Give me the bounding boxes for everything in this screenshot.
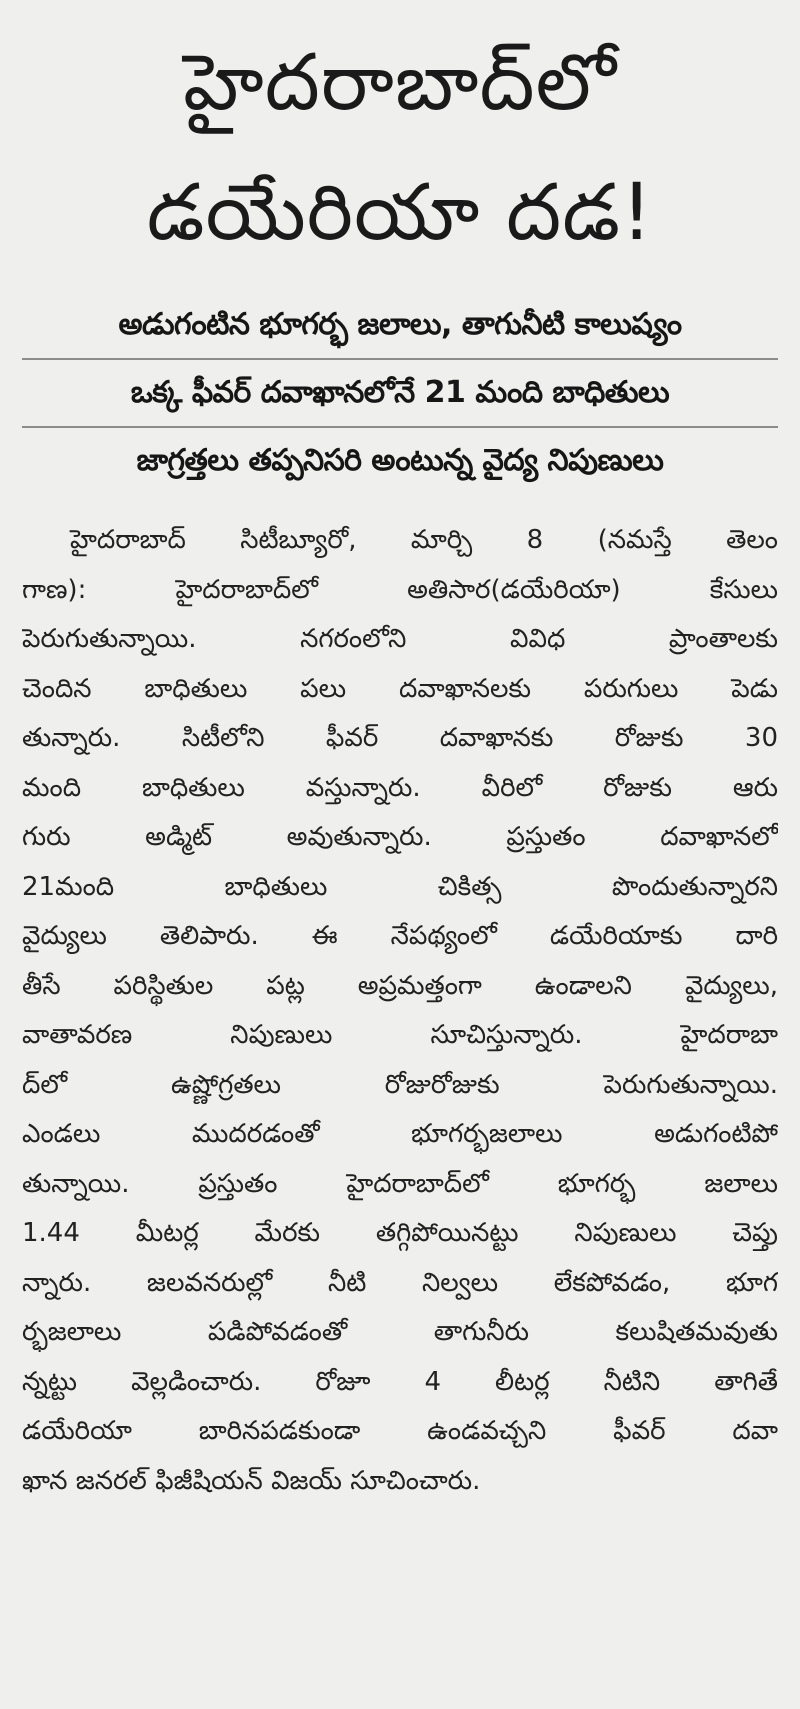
- body-line: న్నారు. జలవనరుల్లో నీటి నిల్వలు లేకపోవడం, భూగ: [22, 1267, 778, 1298]
- body-line: వాతావరణ నిపుణులు సూచిస్తున్నారు. హైదరాబా: [22, 1020, 778, 1050]
- body-line: ర్భజలాలు పడిపోవడంతో తాగునీరు కలుషితమవుతు: [22, 1317, 778, 1347]
- body-line: హైదరాబాద్‌ సిటీబ్యూరో, మార్చి 8 (నమస్తే తెలం: [70, 525, 778, 555]
- body-line: తీసే పరిస్థితుల పట్ల అప్రమత్తంగా ఉండాలని వైద్యులు,: [22, 970, 778, 1001]
- body-line: ఎండలు ముదరడంతో భూగర్భజలాలు అడుగంటిపో: [22, 1119, 778, 1149]
- body-line: ఖాన జనరల్‌ ఫిజీషియన్‌ విజయ్‌ సూచించారు.: [22, 1465, 481, 1496]
- subheading-2: ఒక్క ఫీవర్‌ దవాఖానలోనే 21 మంది బాధితులు: [130, 375, 670, 410]
- article-body: [22, 516, 778, 1506]
- headline-line-1: హైదరాబాద్‌లో: [183, 38, 617, 128]
- headline: [22, 18, 778, 278]
- body-line: ద్‌లో ఉష్ణోగ్రతలు రోజురోజుకు పెరుగుతున్నాయి.: [22, 1069, 778, 1100]
- body-line: 21మంది బాధితులు చికిత్స పొందుతున్నారని: [22, 871, 778, 902]
- body-line: చెందిన బాధితులు పలు దవాఖానలకు పరుగులు పెడు: [22, 673, 778, 704]
- subheading-3: జాగ్రత్తలు తప్పనిసరి అంటున్న వైద్య నిపుణులు: [136, 443, 664, 478]
- body-line: గురు అడ్మిట్‌ అవుతున్నారు. ప్రస్తుతం దవాఖానలో: [22, 822, 778, 852]
- body-line: మంది బాధితులు వస్తున్నారు. వీరిలో రోజుకు ఆరు: [22, 772, 778, 803]
- body-line: డయేరియా బారినపడకుండా ఉండవచ్చని ఫీవర్‌ దవా: [22, 1416, 778, 1446]
- body-line: న్నట్టు వెల్లడించారు. రోజూ 4 లీటర్ల నీటిని తాగితే: [22, 1366, 778, 1397]
- body-line: 1.44 మీటర్ల మేరకు తగ్గిపోయినట్టు నిపుణులు చెప్తు: [22, 1218, 778, 1248]
- body-line: గాణ): హైదరాబాద్‌లో అతిసార(డయేరియా) కేసులు: [22, 574, 778, 605]
- subheadings: [22, 292, 778, 494]
- body-line: తున్నాయి. ప్రస్తుతం హైదరాబాద్‌లో భూగర్భ జలాలు: [22, 1168, 778, 1199]
- body-line: వైద్యులు తెలిపారు. ఈ నేపథ్యంలో డయేరియాకు దారి: [22, 921, 778, 951]
- body-line: తున్నారు. సిటీలోని ఫీవర్‌ దవాఖానకు రోజుకు 30: [22, 723, 778, 753]
- headline-line-2: డయేరియా దడ!: [146, 168, 654, 258]
- subheading-1: అడుగంటిన భూగర్భ జలాలు, తాగునీటి కాలుష్యం: [118, 307, 682, 342]
- body-line: పెరుగుతున్నాయి. నగరంలోని వివిధ ప్రాంతాలకు: [22, 624, 778, 654]
